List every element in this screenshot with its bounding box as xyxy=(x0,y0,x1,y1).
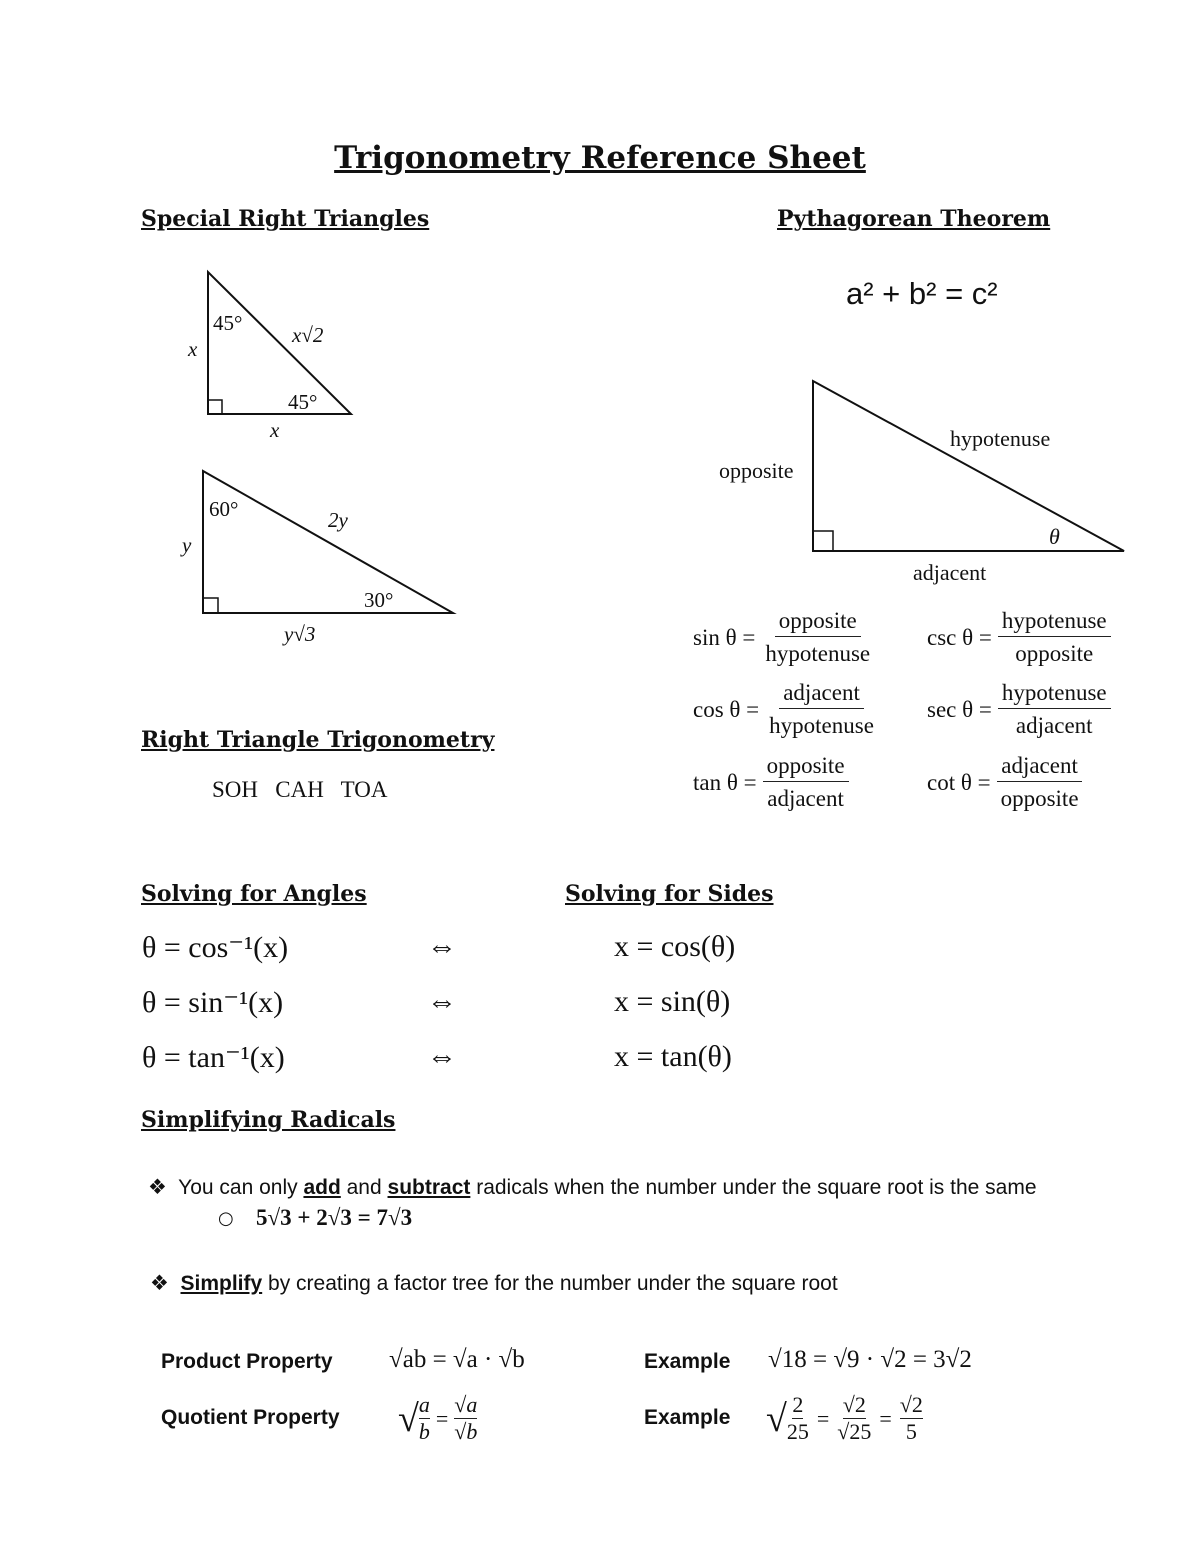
diamond-bullet-icon: ❖ xyxy=(150,1272,169,1295)
quotient-example: √ $\frac{2}{25}$ = $\frac{√2}{√25}$ = $\frac{√2}{5}$ xyxy=(766,1392,923,1444)
pythagorean-formula: a² + b² = c² xyxy=(846,276,998,311)
side-formula-sin: x = sin(θ) xyxy=(614,985,731,1018)
angle-formula-sin: θ = sin⁻¹(x) xyxy=(142,986,284,1019)
product-example: √18 = √9 · √2 = 3√2 xyxy=(768,1346,972,1373)
diamond-bullet-icon: ❖ xyxy=(148,1176,167,1199)
equivalence-arrow: ⇔ xyxy=(427,930,457,963)
side-formula-tan: x = tan(θ) xyxy=(614,1040,732,1073)
quotient-property-label: Quotient Property xyxy=(161,1406,340,1429)
triangle-30-60-90 xyxy=(203,471,453,613)
angle-formula-cos: θ = cos⁻¹(x) xyxy=(142,931,289,964)
angle-label: 30° xyxy=(364,588,394,612)
bullet-add-subtract: ❖ You can only add and subtract radicals when the number under the square root is the same xyxy=(148,1176,1037,1199)
angle-label: 60° xyxy=(209,497,239,521)
soh-cah-toa: SOH CAH TOA xyxy=(212,777,388,802)
opposite-label: opposite xyxy=(719,458,794,483)
bullet-simplify: ❖ Simplify by creating a factor tree for the number under the square root xyxy=(150,1272,838,1295)
side-formula-cos: x = cos(θ) xyxy=(614,930,736,963)
ratio-sin: sin θ = $\frac{\text{opposite}}{\text{hypotenuse}}$ xyxy=(693,608,871,666)
product-property-label: Product Property xyxy=(161,1350,333,1373)
angle-label: 45° xyxy=(288,390,318,414)
product-property-formula: √ab = √a · √b xyxy=(389,1346,525,1373)
right-triangle-trig-heading: Right Triangle Trigonometry xyxy=(141,727,495,753)
side-label: 2y xyxy=(328,508,348,532)
special-triangles-heading: Special Right Triangles xyxy=(141,206,430,232)
side-label: y xyxy=(182,533,192,557)
equivalence-arrow: ⇔ xyxy=(427,1040,457,1073)
example-label: Example xyxy=(644,1350,731,1373)
side-label: x xyxy=(270,418,280,442)
simplifying-radicals-heading: Simplifying Radicals xyxy=(141,1107,396,1133)
radical-add-example: 5√3 + 2√3 = 7√3 xyxy=(256,1205,413,1230)
ratio-tan: tan θ = $\frac{\text{opposite}}{\text{adjacent}}$ xyxy=(693,753,849,812)
angle-label: 45° xyxy=(213,311,243,335)
adjacent-label: adjacent xyxy=(913,560,987,585)
side-label: x xyxy=(188,337,198,361)
special-triangles-figure xyxy=(170,260,490,650)
ratio-csc: csc θ = $\frac{\text{hypotenuse}}{\text{opposite}}$ xyxy=(927,608,1111,667)
ratio-sec: sec θ = $\frac{\text{hypotenuse}}{\text{adjacent}}$ xyxy=(927,680,1111,739)
angle-formula-tan: θ = tan⁻¹(x) xyxy=(142,1041,285,1074)
solving-sides-heading: Solving for Sides xyxy=(565,881,774,907)
solving-angles-heading: Solving for Angles xyxy=(141,881,367,907)
example-label: Example xyxy=(644,1406,731,1429)
quotient-property-formula: √ $\frac{a}{b}$ = $\frac{√a}{√b}$ xyxy=(398,1392,478,1444)
ratio-cot: cot θ = $\frac{\text{adjacent}}{\text{opposite}}$ xyxy=(927,753,1083,812)
circle-bullet-icon: ○ xyxy=(218,1208,234,1229)
equivalence-arrow: ⇔ xyxy=(427,985,457,1018)
ratio-cos: cos θ = $\frac{\text{adjacent}}{\text{hypotenuse}}$ xyxy=(693,680,874,738)
pythagorean-heading: Pythagorean Theorem xyxy=(777,206,1051,232)
page-title: Trigonometry Reference Sheet xyxy=(334,140,866,176)
side-label: x√2 xyxy=(292,323,324,347)
side-label: y√3 xyxy=(284,622,316,646)
hypotenuse-label: hypotenuse xyxy=(950,426,1051,451)
theta-label: θ xyxy=(1049,524,1060,549)
triangle-45-45-90 xyxy=(208,272,351,414)
reference-triangle-figure xyxy=(700,370,1140,590)
